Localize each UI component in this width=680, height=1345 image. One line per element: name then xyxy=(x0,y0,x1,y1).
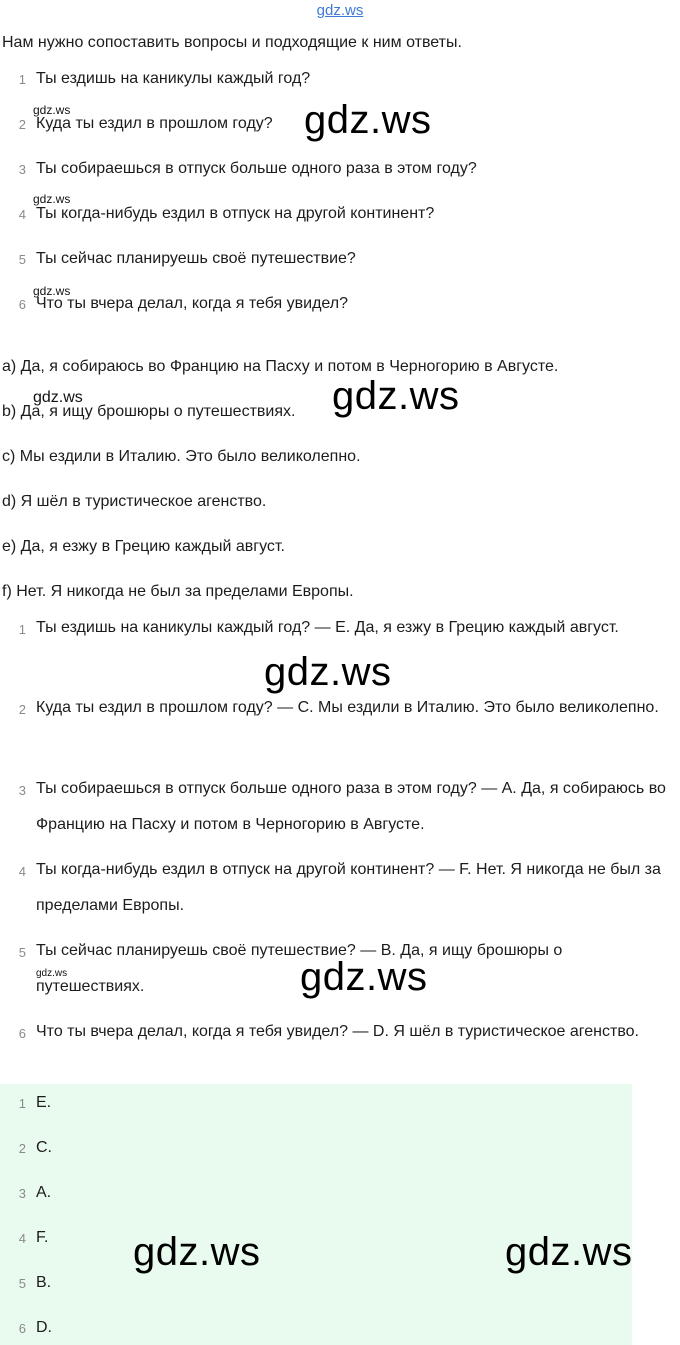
item-number: 3 xyxy=(18,1186,26,1201)
list-item xyxy=(0,771,680,851)
item-number: 5 xyxy=(18,945,26,960)
option-item: c) Мы ездили в Италию. Это было великолепно. xyxy=(2,448,361,465)
item-number: 4 xyxy=(18,864,26,879)
item-number: 6 xyxy=(18,1321,26,1336)
list-item xyxy=(0,852,680,932)
list-item xyxy=(0,160,680,180)
answer-text: Куда ты ездил в прошлом году? — C. Мы ездили в Италию. Это было великолепно. xyxy=(36,699,659,716)
question-text: Куда ты ездил в прошлом году? xyxy=(36,115,273,132)
watermark-medium: gdz.ws xyxy=(33,389,83,406)
answer-letter: C. xyxy=(36,1139,52,1156)
answer-letter: A. xyxy=(36,1184,52,1201)
question-text: Ты когда-нибудь ездил в отпуск на другой континент? xyxy=(36,205,435,222)
question-text: Ты сейчас планируешь своё путешествие? xyxy=(36,250,356,267)
item-number: 3 xyxy=(18,162,26,177)
item-number: 5 xyxy=(18,252,26,267)
item-number: 1 xyxy=(18,1096,26,1111)
item-number: 4 xyxy=(18,1231,26,1246)
list-item xyxy=(0,690,680,770)
item-number: 4 xyxy=(18,207,26,222)
question-text: Что ты вчера делал, когда я тебя увидел? xyxy=(36,295,348,312)
watermark-large: gdz.ws xyxy=(300,955,428,999)
question-text: Ты ездишь на каникулы каждый год? xyxy=(36,70,311,87)
item-number: 2 xyxy=(18,117,26,132)
watermark-large: gdz.ws xyxy=(264,650,392,694)
watermark-large: gdz.ws xyxy=(133,1230,261,1274)
option-item: f) Нет. Я никогда не был за пределами Европы. xyxy=(2,583,354,600)
list-item xyxy=(0,205,680,225)
watermark-small: gdz.ws xyxy=(33,284,71,298)
list-item xyxy=(0,1094,300,1114)
answer-text: Ты сейчас планируешь своё путешествие? — B. Да, я ищу брошюры о путешествиях. xyxy=(36,942,563,995)
item-number: 1 xyxy=(18,72,26,87)
list-item xyxy=(0,1274,300,1294)
answer-letter: E. xyxy=(36,1094,52,1111)
list-item xyxy=(0,1139,300,1159)
answer-text: Ты собираешься в отпуск больше одного раза в этом году? — A. Да, я собираюсь во Францию на Пасху и потом в Черногорию в Августе. xyxy=(36,780,666,833)
list-item xyxy=(0,70,680,90)
item-number: 6 xyxy=(18,1026,26,1041)
watermark-small: gdz.ws xyxy=(33,192,71,206)
answer-text: Ты когда-нибудь ездил в отпуск на другой континент? — F. Нет. Я никогда не был за пределами Европы. xyxy=(36,861,661,914)
watermark-large: gdz.ws xyxy=(505,1230,633,1274)
list-item xyxy=(0,1014,680,1094)
answer-letter: B. xyxy=(36,1274,52,1291)
watermark-large: gdz.ws xyxy=(304,98,432,142)
option-item: e) Да, я езжу в Грецию каждый август. xyxy=(2,538,285,555)
question-text: Ты собираешься в отпуск больше одного раза в этом году? xyxy=(36,160,477,177)
item-number: 2 xyxy=(18,1141,26,1156)
option-item: d) Я шёл в туристическое агенство. xyxy=(2,493,267,510)
list-item xyxy=(0,250,680,270)
list-item xyxy=(0,1319,300,1339)
watermark-large: gdz.ws xyxy=(332,374,460,418)
task-intro: Нам нужно сопоставить вопросы и подходящие к ним ответы. xyxy=(2,34,462,51)
item-number: 6 xyxy=(18,297,26,312)
answer-letter: F. xyxy=(36,1229,49,1246)
watermark-small: gdz.ws xyxy=(36,968,68,979)
answer-letter: D. xyxy=(36,1319,52,1336)
answer-text: Ты ездишь на каникулы каждый год? — E. Да, я езжу в Грецию каждый август. xyxy=(36,619,619,636)
watermark-small: gdz.ws xyxy=(33,103,71,117)
option-item: b) Да, я ищу брошюры о путешествиях. xyxy=(2,403,296,420)
list-item xyxy=(0,1184,300,1204)
top-watermark-link[interactable]: gdz.ws xyxy=(316,2,364,19)
item-number: 5 xyxy=(18,1276,26,1291)
list-item xyxy=(0,295,680,315)
final-answer-block xyxy=(0,1084,632,1345)
option-item: a) Да, я собираюсь во Францию на Пасху и потом в Черногорию в Августе. xyxy=(2,358,559,375)
item-number: 2 xyxy=(18,702,26,717)
answer-text: Что ты вчера делал, когда я тебя увидел? — D. Я шёл в туристическое агенство. xyxy=(36,1023,639,1040)
item-number: 3 xyxy=(18,783,26,798)
item-number: 1 xyxy=(18,622,26,637)
